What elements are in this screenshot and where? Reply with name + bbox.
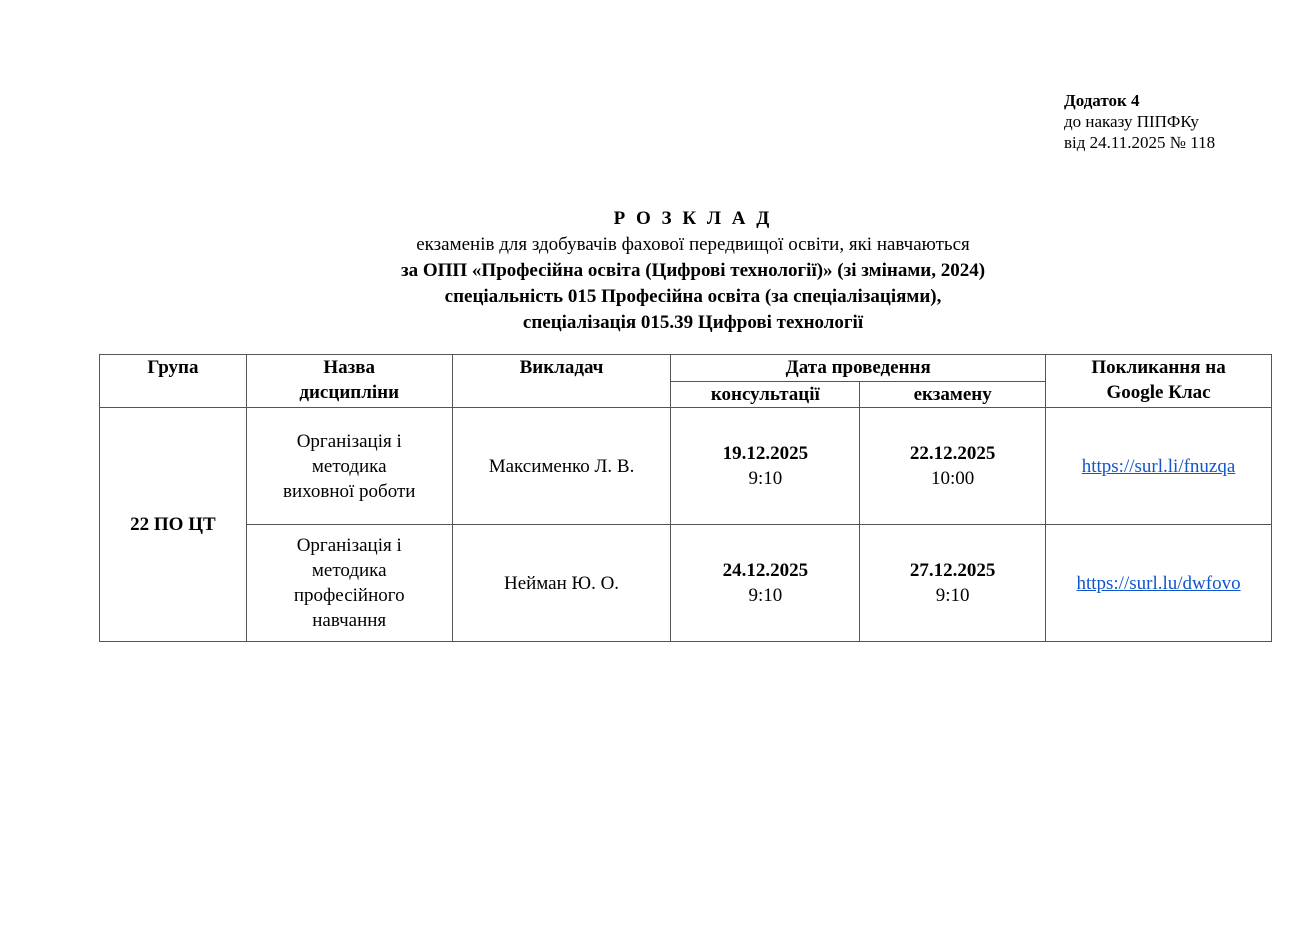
- header-teacher: Викладач: [452, 355, 671, 408]
- consultation-cell: [671, 408, 860, 525]
- header-group: Група: [100, 355, 247, 408]
- teacher-cell: Нейман Ю. О.: [452, 525, 671, 642]
- exam-time: 10:00: [931, 468, 975, 489]
- exam-cell: [860, 408, 1046, 525]
- header-line-1: екзаменів для здобувачів фахової передвищої освіти, які навчаються: [416, 234, 970, 255]
- appendix-order-ref: до наказу ПІПФКу: [1064, 112, 1199, 131]
- consultation-date: 19.12.2025: [722, 443, 809, 464]
- document-header: [0, 206, 1316, 336]
- consultation-cell: [671, 525, 860, 642]
- consultation-date: 24.12.2025: [722, 560, 809, 581]
- table-row: [100, 408, 1272, 525]
- link-cell: [1046, 408, 1272, 525]
- header-line-3: спеціальність 015 Професійна освіта (за спеціалізаціями),: [444, 286, 942, 307]
- header-consultation: консультації: [671, 382, 860, 408]
- header-line-4: спеціалізація 015.39 Цифрові технології: [522, 312, 864, 333]
- header-exam: екзамену: [860, 382, 1046, 408]
- header-discipline: Назва дисципліни: [246, 355, 452, 408]
- exam-date: 27.12.2025: [909, 560, 996, 581]
- consultation-time: 9:10: [748, 468, 783, 489]
- google-classroom-link[interactable]: https://surl.lu/dwfovo: [1076, 572, 1241, 594]
- table-header-row: [100, 355, 1272, 382]
- google-classroom-link[interactable]: https://surl.li/fnuzqa: [1081, 455, 1236, 477]
- exam-cell: [860, 525, 1046, 642]
- exam-schedule-table: [99, 354, 1272, 642]
- table-row: [100, 525, 1272, 642]
- header-link: Покликання на Google Клас: [1046, 355, 1272, 408]
- link-cell: [1046, 525, 1272, 642]
- document-title: Р О З К Л А Д: [613, 208, 773, 229]
- appendix-block: [1064, 90, 1215, 153]
- exam-date: 22.12.2025: [909, 443, 996, 464]
- appendix-title: Додаток 4: [1064, 91, 1140, 110]
- header-date: Дата проведення: [671, 355, 1046, 382]
- exam-time: 9:10: [935, 585, 970, 606]
- appendix-order-date: від 24.11.2025 № 118: [1064, 133, 1216, 152]
- header-line-2: за ОПП «Професійна освіта (Цифрові технології)» (зі змінами, 2024): [400, 260, 986, 281]
- group-cell: 22 ПО ЦТ: [100, 408, 247, 642]
- consultation-time: 9:10: [748, 585, 783, 606]
- teacher-cell: Максименко Л. В.: [452, 408, 671, 525]
- discipline-cell: Організація і методика професійного навчання: [246, 525, 452, 642]
- discipline-cell: Організація і методика виховної роботи: [246, 408, 452, 525]
